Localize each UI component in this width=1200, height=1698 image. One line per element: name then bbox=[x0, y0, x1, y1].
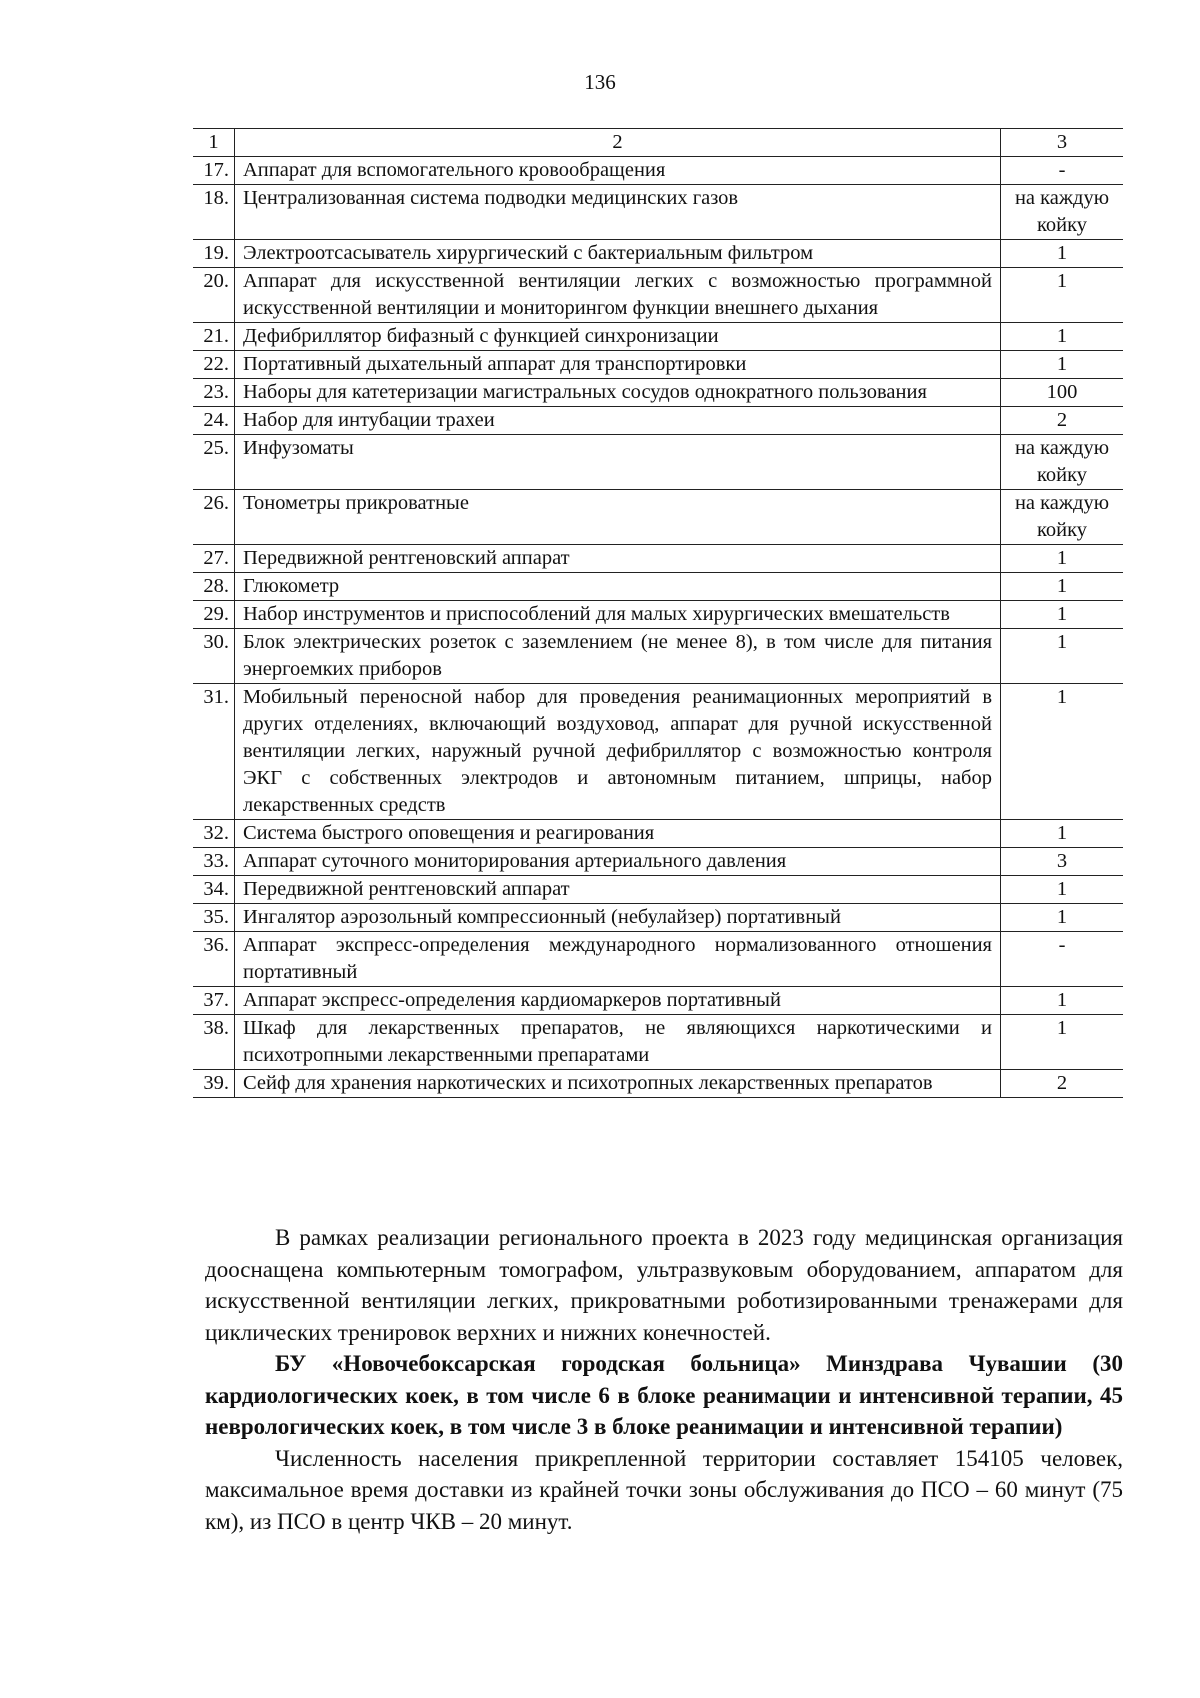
row-number: 33. bbox=[193, 848, 235, 876]
row-number: 17. bbox=[193, 157, 235, 185]
equipment-name: Передвижной рентгеновский аппарат bbox=[235, 545, 1001, 573]
paragraph-hospital-heading: БУ «Новочебоксарская городская больница» Минздрава Чувашии (30 кардиологических коек, в том числе 6 в блоке реанимации и интенсивной терапии, 45 неврологических коек, в том числе 3 в блоке реанимации и интенсивной терапии) bbox=[205, 1351, 1123, 1439]
row-number: 19. bbox=[193, 240, 235, 268]
row-number: 25. bbox=[193, 435, 235, 490]
header-col-1: 1 bbox=[193, 129, 235, 157]
page-number: 136 bbox=[584, 70, 616, 94]
row-number: 38. bbox=[193, 1015, 235, 1070]
row-number: 32. bbox=[193, 820, 235, 848]
equipment-quantity: 1 bbox=[1001, 545, 1124, 573]
table-row bbox=[193, 435, 1123, 490]
table-row bbox=[193, 268, 1123, 323]
equipment-name: Сейф для хранения наркотических и психотропных лекарственных препаратов bbox=[235, 1070, 1001, 1098]
header-col-2: 2 bbox=[235, 129, 1001, 157]
equipment-name: Аппарат для вспомогательного кровообращения bbox=[235, 157, 1001, 185]
table-row bbox=[193, 932, 1123, 987]
row-number: 29. bbox=[193, 601, 235, 629]
header-col-3: 3 bbox=[1001, 129, 1124, 157]
equipment-name: Аппарат экспресс-определения международного нормализованного отношения портативный bbox=[235, 932, 1001, 987]
equipment-name: Электроотсасыватель хирургический с бактериальным фильтром bbox=[235, 240, 1001, 268]
equipment-name: Набор инструментов и приспособлений для малых хирургических вмешательств bbox=[235, 601, 1001, 629]
table-row bbox=[193, 407, 1123, 435]
row-number: 28. bbox=[193, 573, 235, 601]
equipment-table bbox=[193, 128, 1123, 1098]
row-number: 22. bbox=[193, 351, 235, 379]
equipment-name: Набор для интубации трахеи bbox=[235, 407, 1001, 435]
row-number: 27. bbox=[193, 545, 235, 573]
table-row bbox=[193, 185, 1123, 240]
equipment-name: Передвижной рентгеновский аппарат bbox=[235, 876, 1001, 904]
table-row bbox=[193, 157, 1123, 185]
equipment-name: Глюкометр bbox=[235, 573, 1001, 601]
row-number: 37. bbox=[193, 987, 235, 1015]
equipment-name: Инфузоматы bbox=[235, 435, 1001, 490]
equipment-quantity: 1 bbox=[1001, 904, 1124, 932]
row-number: 36. bbox=[193, 932, 235, 987]
equipment-quantity: 2 bbox=[1001, 407, 1124, 435]
row-number: 23. bbox=[193, 379, 235, 407]
equipment-quantity: 1 bbox=[1001, 876, 1124, 904]
table-row bbox=[193, 490, 1123, 545]
table-row bbox=[193, 629, 1123, 684]
row-number: 35. bbox=[193, 904, 235, 932]
equipment-quantity: 100 bbox=[1001, 379, 1124, 407]
equipment-quantity: 1 bbox=[1001, 684, 1124, 820]
equipment-name: Ингалятор аэрозольный компрессионный (небулайзер) портативный bbox=[235, 904, 1001, 932]
row-number: 34. bbox=[193, 876, 235, 904]
equipment-name: Наборы для катетеризации магистральных сосудов однократного пользования bbox=[235, 379, 1001, 407]
row-number: 26. bbox=[193, 490, 235, 545]
equipment-name: Аппарат экспресс-определения кардиомаркеров портативный bbox=[235, 987, 1001, 1015]
equipment-quantity: 1 bbox=[1001, 629, 1124, 684]
row-number: 30. bbox=[193, 629, 235, 684]
equipment-quantity: 1 bbox=[1001, 351, 1124, 379]
row-number: 24. bbox=[193, 407, 235, 435]
table-row bbox=[193, 904, 1123, 932]
table-row bbox=[193, 379, 1123, 407]
row-number: 18. bbox=[193, 185, 235, 240]
table-row bbox=[193, 240, 1123, 268]
equipment-name: Блок электрических розеток с заземлением (не менее 8), в том числе для питания энергоемких приборов bbox=[235, 629, 1001, 684]
table-row bbox=[193, 848, 1123, 876]
table-row bbox=[193, 987, 1123, 1015]
row-number: 31. bbox=[193, 684, 235, 820]
equipment-quantity: 3 bbox=[1001, 848, 1124, 876]
equipment-quantity: - bbox=[1001, 932, 1124, 987]
equipment-name: Тонометры прикроватные bbox=[235, 490, 1001, 545]
equipment-quantity: 1 bbox=[1001, 323, 1124, 351]
equipment-quantity: 1 bbox=[1001, 601, 1124, 629]
row-number: 20. bbox=[193, 268, 235, 323]
equipment-name: Дефибриллятор бифазный с функцией синхронизации bbox=[235, 323, 1001, 351]
table-row bbox=[193, 820, 1123, 848]
table-row bbox=[193, 601, 1123, 629]
paragraph-modernization: В рамках реализации регионального проекта в 2023 году медицинская организация дооснащена компьютерным томографом, ультразвуковым оборудованием, аппаратом для искусственной вентиляции легких, прикроватными роботизированными тренажерами для циклических тренировок верхних и нижних конечностей. bbox=[205, 1225, 1123, 1345]
equipment-name: Система быстрого оповещения и реагирования bbox=[235, 820, 1001, 848]
table-body bbox=[193, 157, 1123, 1098]
equipment-quantity: на каждую койку bbox=[1001, 435, 1124, 490]
equipment-quantity: 2 bbox=[1001, 1070, 1124, 1098]
equipment-name: Централизованная система подводки медицинских газов bbox=[235, 185, 1001, 240]
equipment-quantity: 1 bbox=[1001, 1015, 1124, 1070]
row-number: 21. bbox=[193, 323, 235, 351]
table-row bbox=[193, 684, 1123, 820]
equipment-quantity: 1 bbox=[1001, 987, 1124, 1015]
equipment-quantity: 1 bbox=[1001, 268, 1124, 323]
equipment-name: Аппарат суточного мониторирования артериального давления bbox=[235, 848, 1001, 876]
table-row bbox=[193, 1070, 1123, 1098]
body-text bbox=[205, 1222, 1123, 1537]
table-row bbox=[193, 351, 1123, 379]
row-number: 39. bbox=[193, 1070, 235, 1098]
table-row bbox=[193, 323, 1123, 351]
equipment-name: Мобильный переносной набор для проведения реанимационных мероприятий в других отделениях, включающий воздуховод, аппарат для ручной искусственной вентиляции легких, наружный ручной дефибриллятор с возможностью контроля ЭКГ с собственных электродов и автономным питанием, шприцы, набор лекарственных средств bbox=[235, 684, 1001, 820]
equipment-quantity: 1 bbox=[1001, 820, 1124, 848]
equipment-name: Аппарат для искусственной вентиляции легких с возможностью программной искусственной вентиляции и мониторингом функции внешнего дыхания bbox=[235, 268, 1001, 323]
equipment-quantity: 1 bbox=[1001, 573, 1124, 601]
equipment-quantity: 1 bbox=[1001, 240, 1124, 268]
table-header-row bbox=[193, 129, 1123, 157]
paragraph-population: Численность населения прикрепленной территории составляет 154105 человек, максимальное время доставки из крайней точки зоны обслуживания до ПСО – 60 минут (75 км), из ПСО в центр ЧКВ – 20 минут. bbox=[205, 1445, 1123, 1534]
equipment-quantity: на каждую койку bbox=[1001, 490, 1124, 545]
equipment-quantity: - bbox=[1001, 157, 1124, 185]
equipment-name: Шкаф для лекарственных препаратов, не являющихся наркотическими и психотропными лекарственными препаратами bbox=[235, 1015, 1001, 1070]
table-row bbox=[193, 876, 1123, 904]
equipment-quantity: на каждую койку bbox=[1001, 185, 1124, 240]
table-row bbox=[193, 573, 1123, 601]
table-row bbox=[193, 545, 1123, 573]
equipment-name: Портативный дыхательный аппарат для транспортировки bbox=[235, 351, 1001, 379]
table-row bbox=[193, 1015, 1123, 1070]
